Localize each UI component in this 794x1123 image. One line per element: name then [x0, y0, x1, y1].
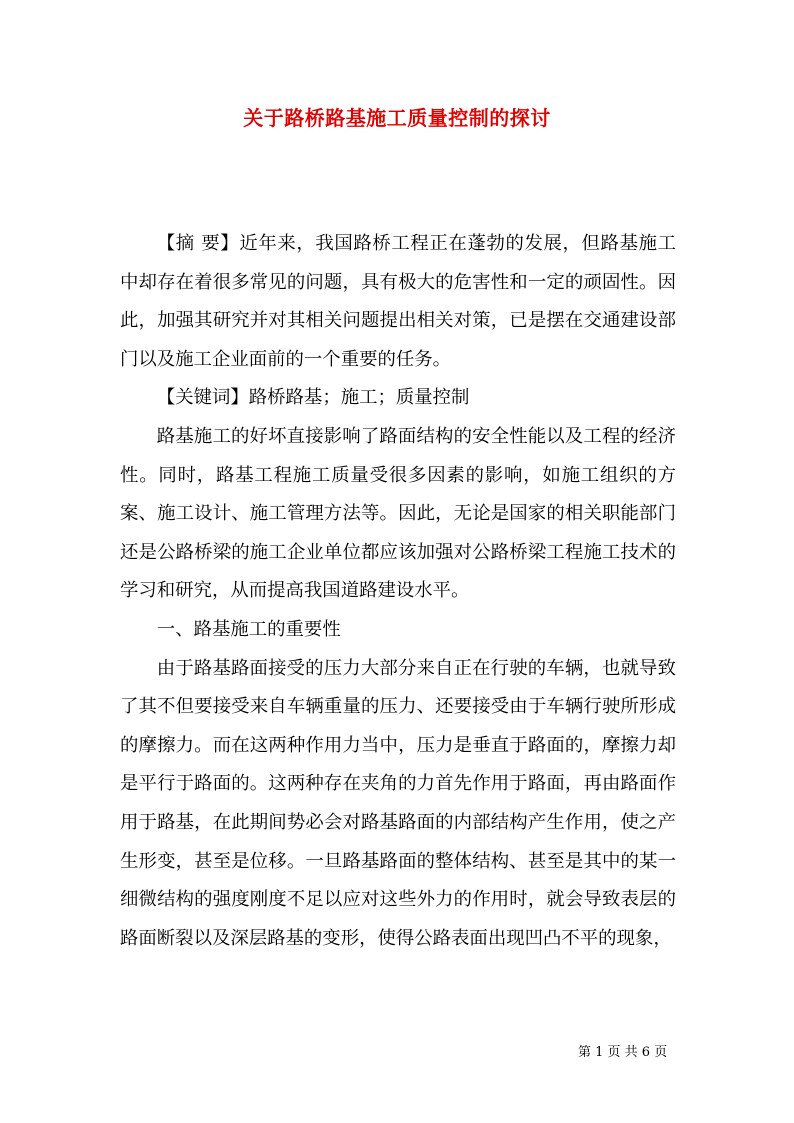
- abstract-paragraph: 【摘 要】近年来，我国路桥工程正在蓬勃的发展，但路基施工中却存在着很多常见的问题，具有极大的危害性和一定的顽固性。因此，加强其研究并对其相关问题提出相关对策，已是摆在交通建设部门以及施工企业面前的一个重要的任务。: [120, 233, 676, 370]
- section-heading: 一、路基施工的重要性: [156, 618, 341, 640]
- page-footer: 第 1 页 共 6 页: [578, 1045, 668, 1060]
- section-paragraph: 由于路基路面接受的压力大部分来自正在行驶的车辆，也就导致了其不但要接受来自车辆重量的压力、还要接受由于车辆行驶所形成的摩擦力。而在这两种作用力当中，压力是垂直于路面的，摩擦力却是平行于路面的。这两种存在夹角的力首先作用于路面，再由路面作用于路基，在此期间势必会对路基路面的内部结构产生作用，使之产生形变，甚至是位移。一旦路基路面的整体结构、甚至是其中的某一细微结构的强度刚度不足以应对这些外力的作用时，就会导致表层的路面断裂以及深层路基的变形，使得公路表面出现凹凸不平的现象，: [120, 657, 676, 949]
- keywords-paragraph: 【关键词】路桥路基；施工；质量控制: [156, 387, 470, 409]
- document-body: [120, 225, 676, 958]
- intro-paragraph: 路基施工的好坏直接影响了路面结构的安全性能以及工程的经济性。同时，路基工程施工质量受很多因素的影响，如施工组织的方案、施工设计、施工管理方法等。因此，无论是国家的相关职能部门还是公路桥梁的施工企业单位都应该加强对公路桥梁工程施工技术的学习和研究，从而提高我国道路建设水平。: [120, 425, 676, 602]
- document-title: 关于路桥路基施工质量控制的探讨: [243, 106, 551, 130]
